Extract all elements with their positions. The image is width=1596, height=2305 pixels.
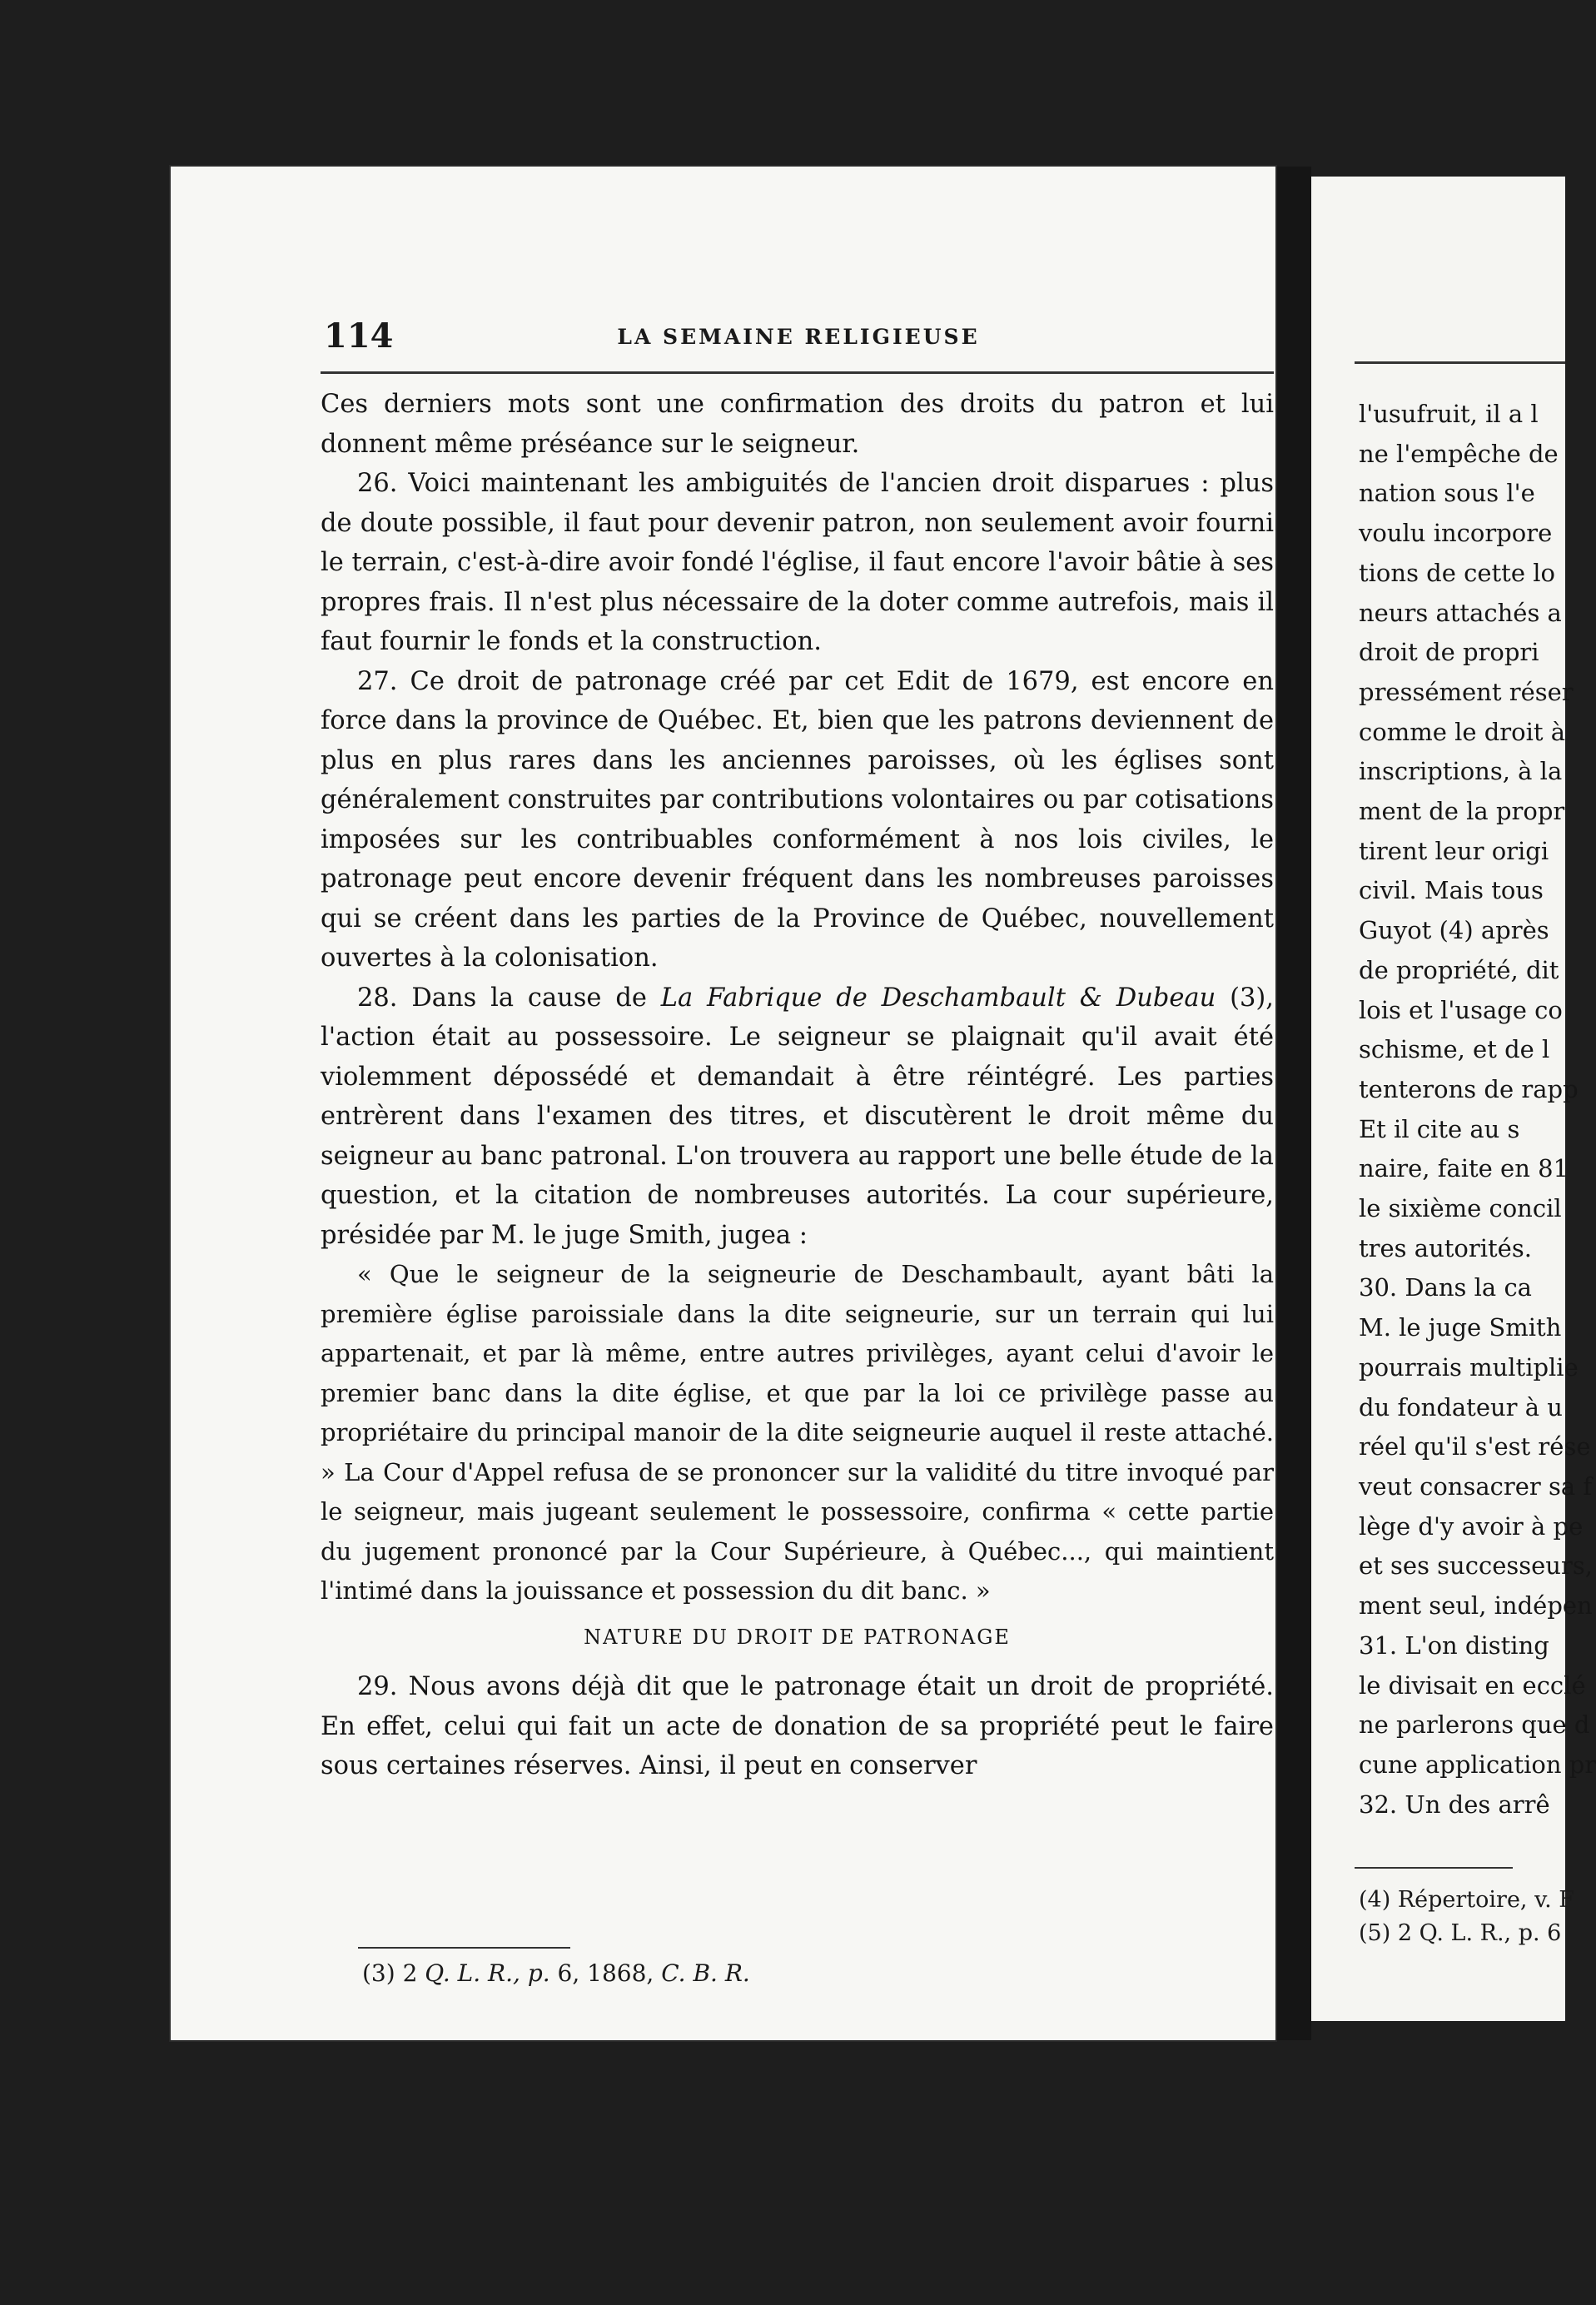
right-page-line: tenterons de rapp xyxy=(1359,1074,1579,1103)
right-page-line: Et il cite au s xyxy=(1359,1114,1520,1143)
right-page-line: ment seul, indépen xyxy=(1359,1591,1593,1620)
paragraph-28-lead: 28. Dans la cause de xyxy=(357,983,661,1013)
right-page-line: ment de la propr xyxy=(1359,797,1565,826)
right-page-line: veut consacrer sa f xyxy=(1359,1471,1593,1501)
right-page-line: de propriété, dit xyxy=(1359,955,1559,984)
right-footnotes xyxy=(1359,1884,1574,1950)
footnote-court: C. B. R. xyxy=(661,1959,750,1987)
right-page-line: le divisait en ecclé xyxy=(1359,1670,1586,1700)
quotation: « Que le seigneur de la seigneurie de Deschambault, ayant bâti la première église paroissiale dans la dite seigneurie, sur un terrain qui lui appartenait, et par là même, entre autres privilèges, ayant celui d'avoir le premier banc dans la dite église, et que par la loi ce privilège passe au propriétaire du principal manoir de la dite seigneurie auquel il reste attaché. » La Cour d'Appel refusa de se prononcer sur la validité du titre invoqué par le seigneur, mais jugeant seulement le possessoire, confirma « cette partie du jugement prononcé par la Cour Supérieure, à Québec..., qui maintient l'intimé dans la jouissance et possession du dit banc. » xyxy=(321,1260,1274,1605)
page-number: 114 xyxy=(324,316,394,356)
right-page-line: 31. L'on disting xyxy=(1359,1630,1549,1660)
footnote-rule xyxy=(358,1947,570,1949)
book-gutter xyxy=(1275,167,1311,2040)
right-page-line: lois et l'usage co xyxy=(1359,995,1563,1024)
right-page-line: inscriptions, à la xyxy=(1359,757,1563,786)
right-footnote: (4) Répertoire, v. F xyxy=(1359,1887,1575,1913)
right-footnote: (5) 2 Q. L. R., p. 6 xyxy=(1359,1920,1562,1946)
footnote-detail: 6, 1868, xyxy=(549,1959,662,1987)
right-page-line: tres autorités. xyxy=(1359,1233,1532,1262)
paragraph-28-rest: (3), l'action était au possessoire. Le seigneur se plaignait qu'il avait été violemment dépossédé et demandait à être réintégré. Les parties entrèrent dans l'examen des titres, et discutèrent le droit même du seigneur au banc patronal. L'on trouvera au rapport une belle étude de la question, et la citation de nombreuses autorités. La cour supérieure, présidée par M. le juge Smith, jugea : xyxy=(321,983,1274,1250)
right-page-line: ne l'empêche de xyxy=(1359,439,1559,468)
header-rule xyxy=(321,371,1274,374)
right-page-line: et ses successeurs, xyxy=(1359,1551,1593,1581)
right-page-line: naire, faite en 81 xyxy=(1359,1154,1569,1183)
paragraph: Ces derniers mots sont une confirmation des droits du patron et lui donnent même préséance sur le seigneur. xyxy=(321,390,1274,459)
right-page-line: 30. Dans la ca xyxy=(1359,1273,1532,1302)
right-page-line: tions de cette lo xyxy=(1359,558,1555,587)
paragraph-27: 27. Ce droit de patronage créé par cet Edit de 1679, est encore en force dans la province de Québec. Et, bien que les patrons deviennent de plus en plus rares dans les anciennes paroisses, où les églises sont généralement construites par contributions volontaires ou par cotisations imposées sur les contribuables conformément à nos lois civiles, le patronage peut encore devenir fréquent dans les nombreuses paroisses qui se créent dans les parties de la Province de Québec, nouvellement ouvertes à la colonisation. xyxy=(321,666,1274,973)
section-heading: NATURE DU DROIT DE PATRONAGE xyxy=(584,1625,1011,1649)
right-page-line: le sixième concil xyxy=(1359,1194,1562,1223)
body-text xyxy=(321,385,1274,1786)
right-page-line: voulu incorpore xyxy=(1359,519,1553,548)
footnote-number: (3) 2 xyxy=(362,1959,425,1987)
footnote xyxy=(362,1959,1278,1987)
right-page-line: pressément réser xyxy=(1359,677,1574,706)
case-name: La Fabrique de Deschambault & Dubeau xyxy=(660,983,1216,1013)
right-page-line: comme le droit à xyxy=(1359,717,1566,746)
right-page-line: ne parlerons que d xyxy=(1359,1710,1590,1740)
right-page-line: pourrais multiplie xyxy=(1359,1352,1579,1382)
right-page-line: du fondateur à u xyxy=(1359,1392,1563,1421)
paragraph-29: 29. Nous avons déjà dit que le patronage était un droit de propriété. En effet, celui qui fait un acte de donation de sa propriété peut le faire sous certaines réserves. Ainsi, il peut en conserver xyxy=(321,1672,1274,1780)
right-page-line: droit de propri xyxy=(1359,638,1539,667)
right-page-line: civil. Mais tous xyxy=(1359,876,1544,905)
right-page-line: tirent leur origi xyxy=(1359,836,1549,865)
right-page-line: cune application pr xyxy=(1359,1750,1596,1779)
footnote-source: Q. L. R., p. xyxy=(425,1959,550,1987)
paragraph-28 xyxy=(321,978,1274,1256)
right-page-line: nation sous l'e xyxy=(1359,479,1535,508)
right-page-line: lège d'y avoir à pe xyxy=(1359,1511,1584,1541)
running-head xyxy=(324,316,1273,356)
right-header-rule xyxy=(1355,361,1565,364)
left-page xyxy=(171,167,1275,2040)
right-footnote-rule xyxy=(1355,1867,1513,1869)
running-title: LA SEMAINE RELIGIEUSE xyxy=(617,325,980,349)
paragraph-26: 26. Voici maintenant les ambiguités de l'ancien droit disparues : plus de doute possible, il faut pour devenir patron, non seulement avoir fourni le terrain, c'est-à-dire avoir fondé l'église, il faut encore l'avoir bâtie à ses propres frais. Il n'est plus nécessaire de la doter comme autrefois, mais il faut fournir le fonds et la construction. xyxy=(321,469,1274,656)
right-page-line: l'usufruit, il a l xyxy=(1359,400,1539,428)
right-page-line: M. le juge Smith xyxy=(1359,1313,1562,1342)
right-page-line: 32. Un des arrê xyxy=(1359,1790,1550,1819)
right-page-line: Guyot (4) après xyxy=(1359,916,1549,945)
right-page xyxy=(1311,177,1596,2021)
right-page-line: neurs attachés a xyxy=(1359,598,1562,627)
right-page-text xyxy=(1359,395,1596,1825)
right-page-line: schisme, et de l xyxy=(1359,1035,1550,1064)
right-page-line: réel qu'il s'est rése xyxy=(1359,1432,1591,1461)
